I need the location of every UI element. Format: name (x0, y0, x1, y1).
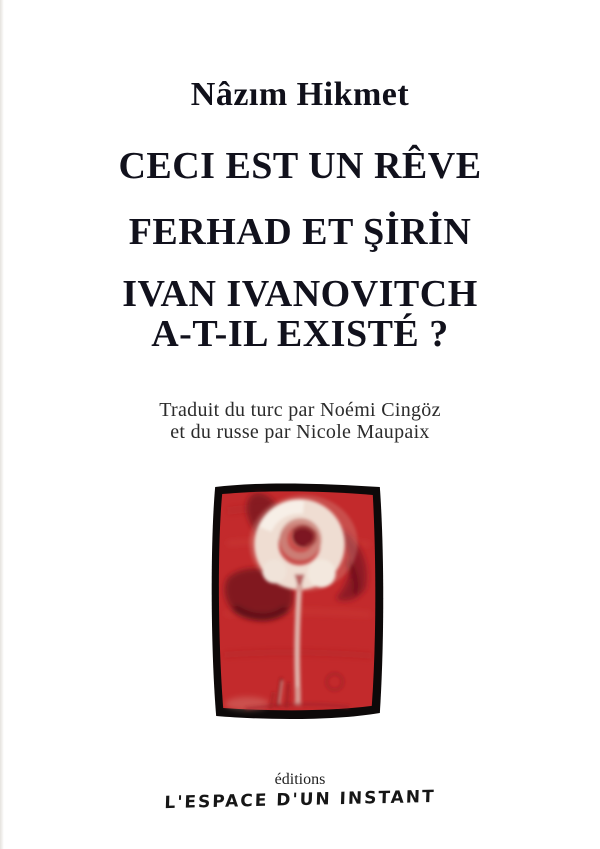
publisher-label: éditions (274, 771, 326, 788)
title-ivan-ivanovitch (0, 274, 600, 354)
translation-credits (0, 399, 600, 443)
credit-line-1: Traduit du turc par Noémi Cingöz (159, 399, 441, 421)
author-name: Nâzım Hikmet (190, 76, 410, 113)
title-ferhad-et-sirin: FERHAD ET ŞİRİN (128, 211, 472, 253)
title-line-1: IVAN IVANOVITCH (122, 273, 478, 315)
title-ceci-est-un-reve: CECI EST UN RÊVE (118, 145, 482, 187)
credit-line-2: et du russe par Nicole Maupaix (170, 421, 430, 443)
rose-bloom (249, 495, 357, 591)
title-line-2: A-T-IL EXISTÉ ? (151, 313, 449, 355)
rose-painting-icon (207, 481, 388, 723)
publisher-logo: L'ESPACE D'UN INSTANT (164, 786, 436, 814)
